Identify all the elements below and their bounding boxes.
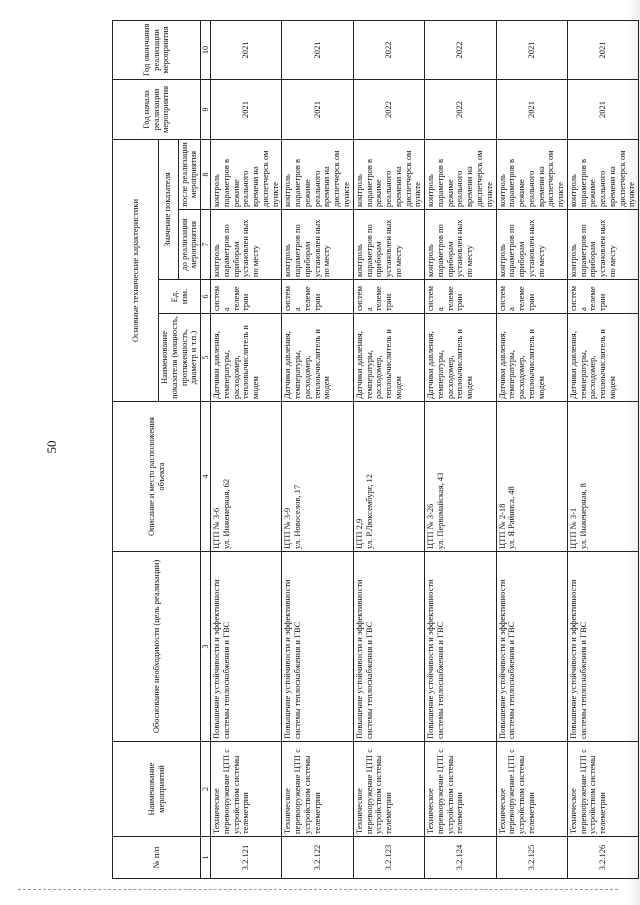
table-row: [425, 20, 496, 878]
unit-cell: систем а телеме трии: [282, 280, 353, 314]
table-body: [211, 20, 639, 878]
justification-cell: Повышение устойчивости и эффективности системы теплоснабжения и ГВС: [353, 552, 424, 742]
page-number: 50: [44, 440, 59, 454]
parameter-cell: Датчики давления, температуры, расходомер, теплоычислитель и модем: [496, 314, 567, 402]
parameter-cell: Датчики давления, температуры, расходомер, теплоычислитель и модем: [425, 314, 496, 402]
header-parameter: Наименование показателя (мощность, протяженность, диаметр и т.п.): [159, 314, 201, 402]
year-start-cell: 2021: [282, 79, 353, 139]
measure-name-cell: Техническое перевооружение ЦТП с устройством системы телеметрии: [282, 742, 353, 837]
justification-cell: Повышение устойчивости и эффективности системы теплоснабжения и ГВС: [211, 552, 282, 742]
year-end-cell: 2021: [282, 20, 353, 79]
measure-name-cell: Техническое перевооружение ЦТП с устройством системы телеметрии: [353, 742, 424, 837]
header-tech-group: Основные технические характеристики: [113, 139, 159, 401]
year-start-cell: 2021: [211, 79, 282, 139]
column-number: 7: [201, 210, 211, 280]
justification-cell: Повышение устойчивости и эффективности системы теплоснабжения и ГВС: [567, 552, 638, 742]
column-number: 2: [201, 742, 211, 837]
year-start-cell: 2021: [496, 79, 567, 139]
table-row: [353, 20, 424, 878]
unit-cell: систем а телеме трии: [425, 280, 496, 314]
value-after-cell: контроль параметров в режиме реального времени на диспетчерск ом пункте: [211, 139, 282, 209]
measure-name-cell: Техническое перевооружение ЦТП с устройством системы телеметрии: [567, 742, 638, 837]
column-number: 4: [201, 402, 211, 552]
column-number: 3: [201, 552, 211, 742]
header-num: № п/п: [113, 837, 201, 879]
location-object: ЦТП № 3-1: [567, 507, 578, 549]
location-object: ЦТП № 3-26: [425, 503, 436, 549]
location-cell: [496, 402, 567, 552]
unit-cell: систем а телеме трии: [496, 280, 567, 314]
location-address: ул. Инженерная, 8: [577, 483, 588, 549]
row-number-cell: 3.2.126: [567, 837, 638, 879]
header-unit: Ед. изм.: [159, 280, 201, 314]
header-row-1: [113, 20, 159, 878]
year-start-cell: 2022: [353, 79, 424, 139]
header-year-start: Год начала реализации мероприятия: [113, 79, 201, 139]
justification-cell: Повышение устойчивости и эффективности системы теплоснабжения и ГВС: [425, 552, 496, 742]
column-number: 8: [201, 139, 211, 209]
location-address: ул. Новоселов, 17: [292, 484, 303, 549]
row-number-cell: 3.2.121: [211, 837, 282, 879]
location-cell: [282, 402, 353, 552]
value-before-cell: контроль параметров по приборам установлен ных по месту: [282, 210, 353, 280]
year-end-cell: 2021: [496, 20, 567, 79]
location-cell: [425, 402, 496, 552]
header-location: Описание и место расположения объекта: [113, 402, 201, 552]
header-justification: Обоснование необходимости (цель реализации): [113, 552, 201, 742]
header-year-end: Год окончания реализации мероприятия: [113, 20, 201, 79]
location-object: ЦТП № 3-6: [211, 507, 222, 549]
row-number-cell: 3.2.123: [353, 837, 424, 879]
measures-table: [112, 20, 639, 879]
table-row: [567, 20, 638, 878]
value-after-cell: контроль параметров в режиме реального времени на диспетчерск ом пункте: [425, 139, 496, 209]
value-before-cell: контроль параметров по приборам установлен ных по месту: [567, 210, 638, 280]
column-number: 5: [201, 314, 211, 402]
parameter-cell: Датчики давления, температуры, расходомер, тепловычислитель и модем: [211, 314, 282, 402]
value-after-cell: контроль параметров в режиме реального времени на диспетчерск ом пункте: [496, 139, 567, 209]
table-row: [211, 20, 282, 878]
location-address: ул. Я.Райниса, 48: [506, 486, 517, 549]
measure-name-cell: Техническое перевооружение ЦТП с устройством системы телеметрии: [211, 742, 282, 837]
year-end-cell: 2022: [353, 20, 424, 79]
header-name: Наименование мероприятий: [113, 742, 201, 837]
column-number: 6: [201, 280, 211, 314]
unit-cell: систем а телеме трии: [211, 280, 282, 314]
unit-cell: систем а телеме трии: [353, 280, 424, 314]
value-before-cell: контроль параметров по приборам установлен ных по месту: [353, 210, 424, 280]
location-object: ЦТП № 2-18: [496, 503, 507, 549]
location-cell: [353, 402, 424, 552]
row-number-cell: 3.2.125: [496, 837, 567, 879]
location-address: ул. Инженерная, 62: [220, 478, 231, 549]
location-cell: [211, 402, 282, 552]
year-end-cell: 2021: [567, 20, 638, 79]
location-object: ЦТП 2,9: [353, 518, 364, 549]
justification-cell: Повышение устойчивости и эффективности системы теплоснабжения и ГВС: [496, 552, 567, 742]
rotated-table-container: [112, 21, 637, 879]
value-before-cell: контроль параметров по приборам установлен ных по месту: [425, 210, 496, 280]
location-address: ул. Р.Люксембург, 12: [363, 474, 374, 549]
column-number: 1: [201, 837, 211, 879]
column-number: 9: [201, 79, 211, 139]
header-after: после реализации мероприятия: [178, 139, 201, 209]
parameter-cell: Датчики давления, температуры, расходомер, теплоычислитель и модем: [567, 314, 638, 402]
table-row: [282, 20, 353, 878]
location-object: ЦТП № 3-9: [282, 507, 293, 549]
table-viewport: [112, 21, 637, 879]
value-before-cell: контроль параметров по приборам установлен ных по месту: [496, 210, 567, 280]
row-number-cell: 3.2.124: [425, 837, 496, 879]
year-start-cell: 2022: [425, 79, 496, 139]
year-end-cell: 2022: [425, 20, 496, 79]
scan-bottom-line: [18, 889, 618, 890]
year-start-cell: 2021: [567, 79, 638, 139]
value-after-cell: контроль параметров в режиме реального времени на диспетчерск ом пункте: [353, 139, 424, 209]
value-after-cell: контроль параметров в режиме реального времени на диспетчерск ом пункте: [567, 139, 638, 209]
table-row: [496, 20, 567, 878]
column-number: 10: [201, 20, 211, 79]
value-before-cell: контроль параметров по приборам установлен ных по месту: [211, 210, 282, 280]
parameter-cell: Датчики давления, температуры, расходомер, теплоычислитель и модем: [353, 314, 424, 402]
measure-name-cell: Техническое перевооружение ЦТП с устройством системы телеметрии: [425, 742, 496, 837]
year-end-cell: 2021: [211, 20, 282, 79]
header-value-group: Значение показателя: [159, 139, 179, 279]
column-number-row: [201, 20, 211, 878]
value-after-cell: контроль параметров в режиме реального времени на диспетчерск ом пункте: [282, 139, 353, 209]
row-number-cell: 3.2.122: [282, 837, 353, 879]
measure-name-cell: Техническое перевооружение ЦТП с устройством системы телеметрии: [496, 742, 567, 837]
unit-cell: систем а телеме трии: [567, 280, 638, 314]
header-before: до реализации мероприятия: [178, 210, 201, 280]
location-address: ул. Первомайская, 43: [434, 472, 445, 549]
justification-cell: Повышение устойчивости и эффективности системы теплоснабжения и ГВС: [282, 552, 353, 742]
parameter-cell: Датчики давления, температуры, расходомер, теплоычислитель и модем: [282, 314, 353, 402]
location-cell: [567, 402, 638, 552]
